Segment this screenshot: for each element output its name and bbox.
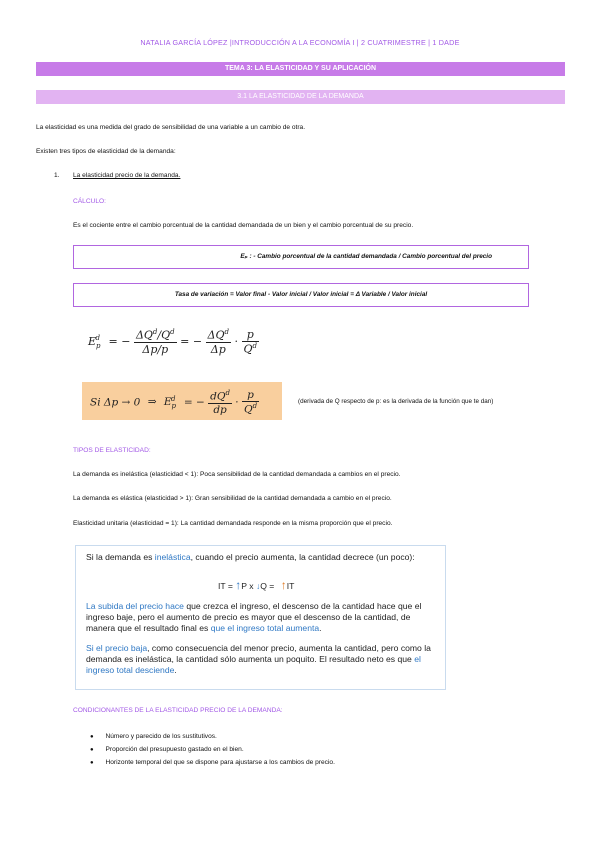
arrow-down-icon: ↓ xyxy=(255,581,261,591)
example-paragraph-price-down: Si el precio baja, como consecuencia del menor precio, aumenta la cantidad, pero como la demanda es inelástica, la cantidad sólo aumenta un poquito. El resultado neto es que el ingreso total desciende. xyxy=(86,643,431,675)
condicionante-item: ● Número y parecido de los sustitutivos. xyxy=(90,733,217,740)
example-paragraph-price-up: La subida del precio hace que crezca el ingreso, el descenso de la cantidad hace que el ingreso baje, pero el aumento de precio es mayor que el descenso de la cantidad, de manera que el resultado final es que el ingreso total aumenta. xyxy=(86,601,422,633)
arrow-up-orange-icon: ↑ xyxy=(280,578,287,592)
arrow-up-icon: ↑ xyxy=(235,578,242,592)
calculo-heading: CÁLCULO: xyxy=(73,198,106,205)
income-equation: IT = ↑P x ↓Q = ↑IT xyxy=(218,578,295,592)
intro-types-line: Existen tres tipos de elasticidad de la demanda: xyxy=(36,148,176,155)
list-item-elasticidad-precio: La elasticidad precio de la demanda. xyxy=(73,172,181,179)
inelastica-highlight: inelástica xyxy=(154,552,191,562)
calculo-description: Es el cociente entre el cambio porcentual de la cantidad demandada de un bien y el cambio porcentual de su precio. xyxy=(73,222,414,229)
intro-paragraph: La elasticidad es una medida del grado de sensibilidad de una variable a un cambio de otra. xyxy=(36,124,306,131)
topic-title-bar: TEMA 3: LA ELASTICIDAD Y SU APLICACIÓN xyxy=(36,62,565,76)
tipo-unitaria: Elasticidad unitaria (elasticidad = 1): La cantidad demandada responde en la misma proporción que el precio. xyxy=(73,520,393,527)
condicionante-item: ● Proporción del presupuesto gastado en el bien. xyxy=(90,746,244,753)
tipo-elastica: La demanda es elástica (elasticidad > 1): Gran sensibilidad de la cantidad demandada a cambio en el precio. xyxy=(73,495,392,502)
condicionante-item: ● Horizonte temporal del que se dispone para ajustarse a los cambios de precio. xyxy=(90,759,335,766)
formula-box-variation-rate: Tasa de variación = Valor final - Valor inicial / Valor inicial = Δ Variable / Valor inicial xyxy=(73,283,529,307)
example-box xyxy=(75,545,446,690)
bullet-icon: ● xyxy=(90,747,94,753)
derivative-formula-box xyxy=(82,382,282,420)
document-header: NATALIA GARCÍA LÓPEZ |INTRODUCCIÓN A LA ECONOMÍA I | 2 CUATRIMESTRE | 1 DADE xyxy=(140,38,460,47)
derivative-note: (derivada de Q respecto de p: es la derivada de la función que te dan) xyxy=(298,398,494,405)
list-number: 1. xyxy=(54,172,60,179)
section-title-bar: 3.1 LA ELASTICIDAD DE LA DEMANDA xyxy=(36,90,565,104)
tipo-inelastica: La demanda es inelástica (elasticidad < 1): Poca sensibilidad de la cantidad demandada a cambios en el precio. xyxy=(73,471,401,478)
elasticity-formula: $E_p^d$ = − $\frac{\Delta Q^d/Q^d}{\Delta p/p}$ = − $\frac{\Delta Q^d}{\Delta p}$ · $\frac{p}{Q^d}$ xyxy=(88,328,258,356)
formula-box-percentage-text: Eₚ : - Cambio porcentual de la cantidad demandada / Cambio porcentual del precio xyxy=(240,253,492,260)
bullet-icon: ● xyxy=(90,760,94,766)
example-intro: Si la demanda es inelástica, cuando el precio aumenta, la cantidad decrece (un poco): xyxy=(86,552,415,562)
tipos-heading: TIPOS DE ELASTICIDAD: xyxy=(73,447,151,454)
formula-box-percentage xyxy=(73,245,529,269)
derivative-formula: Si Δp → 0 ⇒ $E_p^d$ = − $\frac{dQ^d}{dp}$ · $\frac{p}{Q^d}$ xyxy=(90,389,258,416)
condicionantes-heading: CONDICIONANTES DE LA ELASTICIDAD PRECIO DE LA DEMANDA: xyxy=(73,707,283,714)
bullet-icon: ● xyxy=(90,734,94,740)
